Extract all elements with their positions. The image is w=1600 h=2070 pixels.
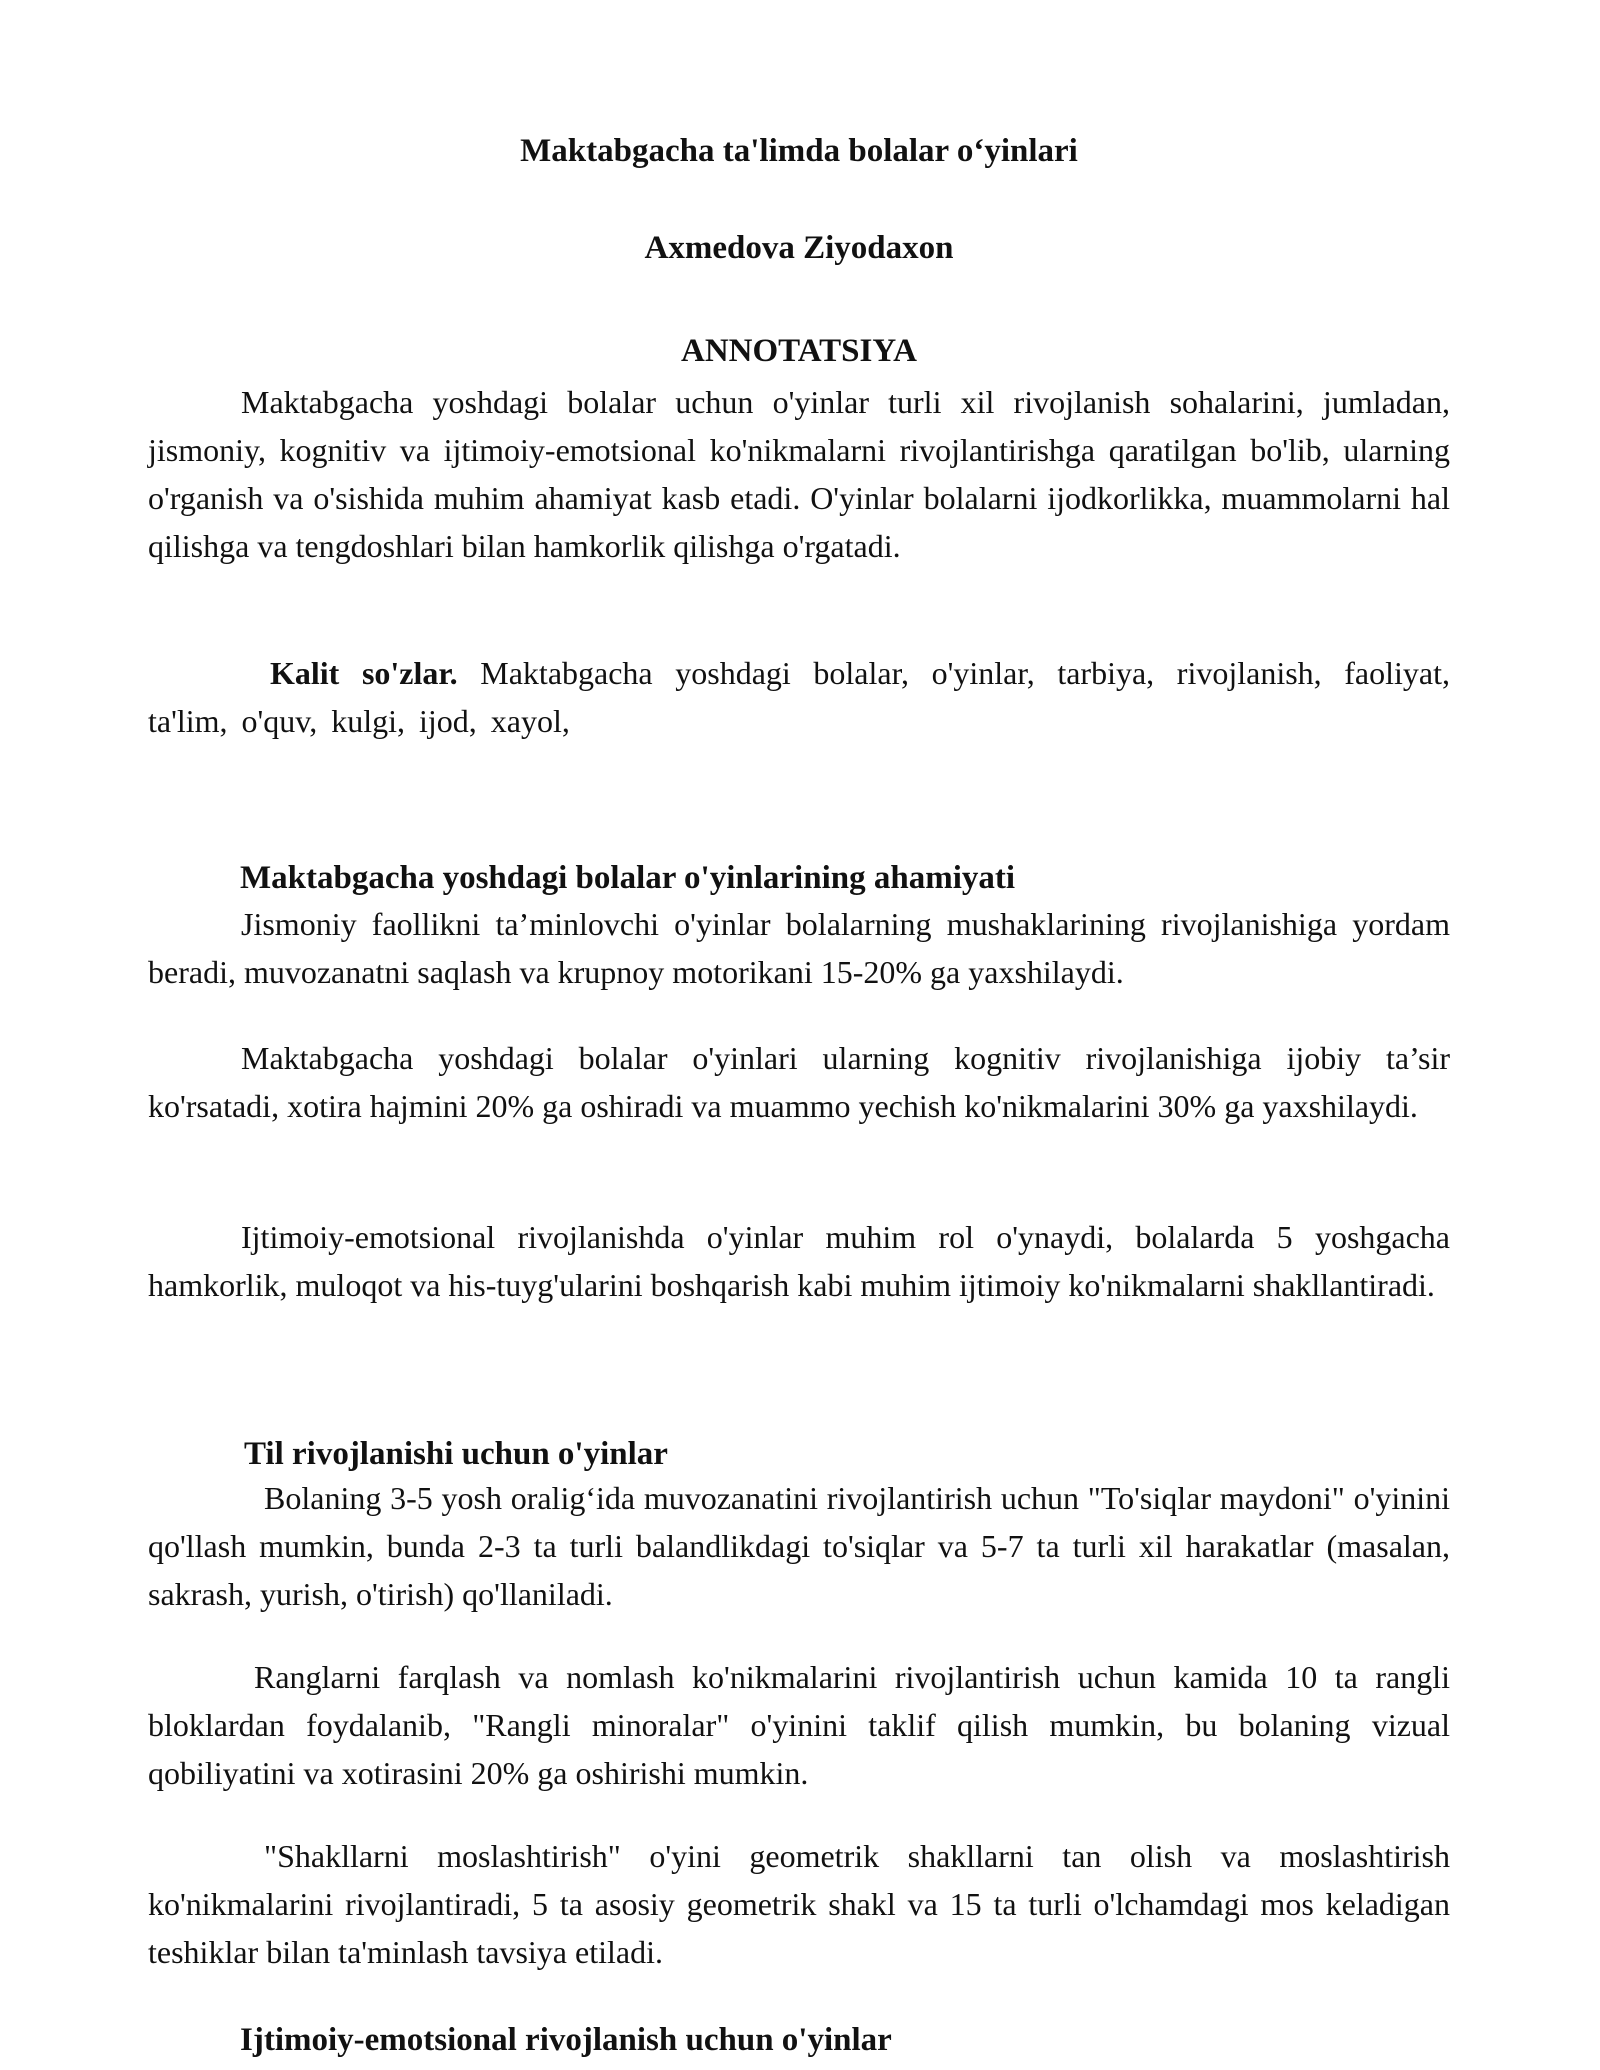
annotation-paragraph: Maktabgacha yoshdagi bolalar uchun o'yinlar turli xil rivojlanish sohalarini, jumladan, jismoniy, kognitiv va ijtimoiy-emotsional ko'nikmalarni rivojlantirishga qaratilgan bo'lib, ularning o'rganish va o'sishida muhim ahamiyat kasb etadi. O'yinlar bolalarni ijodkorlikka, muammolarni hal qilishga va tengdoshlari bilan hamkorlik qilishga o'rgatadi. [148,384,1450,564]
section-paragraph: Maktabgacha yoshdagi bolalar o'yinlari ularning kognitiv rivojlanishiga ijobiy ta’sir ko'rsatadi, xotira hajmini 20% ga oshiradi va muammo yechish ko'nikmalarini 30% ga yaxshilaydi. [148,1040,1450,1124]
section-heading-social-emotional: Ijtimoiy-emotsional rivojlanish uchun o'yinlar [240,2022,892,2058]
section-paragraph: Jismoniy faollikni ta’minlovchi o'yinlar bolalarning mushaklarining rivojlanishiga yordam beradi, muvozanatni saqlash va krupnoy motorikani 15-20% ga yaxshilaydi. [148,906,1450,990]
section-heading-language: Til rivojlanishi uchun o'yinlar [244,1436,668,1472]
author-name: Axmedova Ziyodaxon [644,230,954,266]
section-paragraph: Ijtimoiy-emotsional rivojlanishda o'yinlar muhim rol o'ynaydi, bolalarda 5 yoshgacha hamkorlik, muloqot va his-tuyg'ularini boshqarish kabi muhim ijtimoiy ko'nikmalarni shakllantiradi. [148,1219,1450,1303]
section-paragraph: Bolaning 3-5 yosh oralig‘ida muvozanatini rivojlantirish uchun "To'siqlar maydoni" o'yinini qo'llash mumkin, bunda 2-3 ta turli balandlikdagi to'siqlar va 5-7 ta turli xil harakatlar (masalan, sakrash, yurish, o'tirish) qo'llaniladi. [148,1480,1450,1612]
keywords-label: Kalit so'zlar. [270,655,458,691]
section-heading-importance: Maktabgacha yoshdagi bolalar o'yinlarining ahamiyati [240,860,1016,896]
section-paragraph: "Shakllarni moslashtirish" o'yini geometrik shakllarni tan olish va moslashtirish ko'nikmalarini rivojlantiradi, 5 ta asosiy geometrik shakl va 15 ta turli o'lchamdagi mos keladigan teshiklar bilan ta'minlash tavsiya etiladi. [148,1838,1450,1970]
annotation-heading: ANNOTATSIYA [681,333,917,369]
keywords-text: Maktabgacha yoshdagi bolalar, o'yinlar, tarbiya, rivojlanish, faoliyat, ta'lim, o'quv, kulgi, ijod, xayol, [148,655,1451,739]
keywords-paragraph [148,649,1450,745]
section-paragraph: Ranglarni farqlash va nomlash ko'nikmalarini rivojlantirish uchun kamida 10 ta rangli bloklardan foydalanib, "Rangli minoralar" o'yinini taklif qilish mumkin, bu bolaning vizual qobiliyatini va xotirasini 20% ga oshirishi mumkin. [148,1659,1450,1791]
document-title: Maktabgacha ta'limda bolalar o‘yinlari [520,133,1078,169]
